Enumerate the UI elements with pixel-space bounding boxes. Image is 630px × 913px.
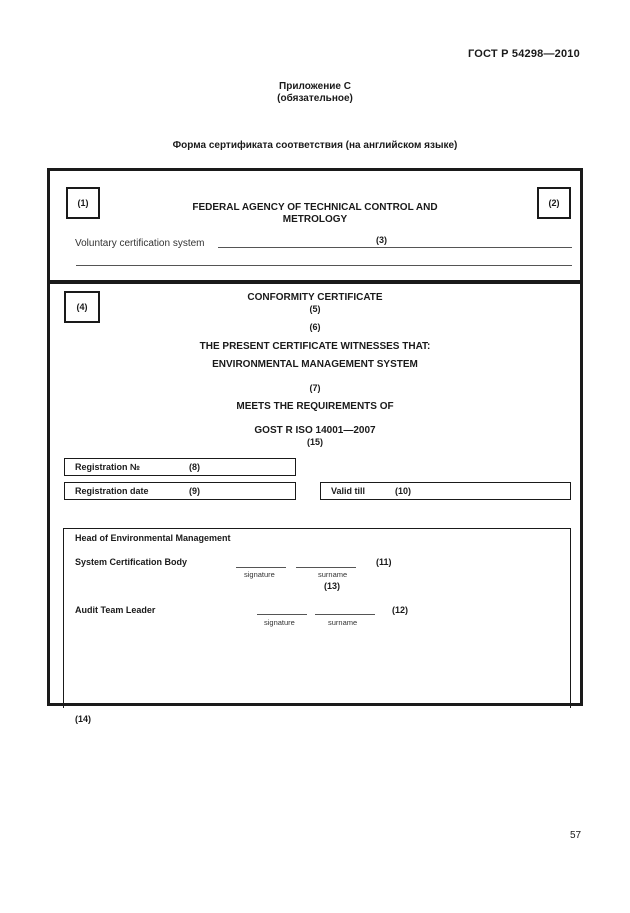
agency-name-line1: FEDERAL AGENCY OF TECHNICAL CONTROL AND — [192, 202, 438, 213]
standard-designation: ГОСТ Р 54298—2010 — [468, 48, 580, 60]
marker-8: (8) — [189, 462, 200, 472]
emblem-box-1 — [66, 187, 100, 219]
registration-date-field — [64, 482, 296, 500]
surname-line-2 — [315, 614, 375, 615]
marker-2: (2) — [548, 198, 560, 208]
agency-name-line2: METROLOGY — [282, 214, 348, 225]
certificate-title: CONFORMITY CERTIFICATE — [247, 292, 383, 303]
marker-3: (3) — [376, 235, 387, 245]
surname-caption-1: surname — [318, 570, 348, 579]
signature-line-1 — [236, 567, 286, 568]
marker-9: (9) — [189, 486, 200, 496]
marker-10: (10) — [395, 486, 412, 496]
signature-caption-1: signature — [244, 570, 275, 579]
marker-13: (13) — [324, 581, 341, 591]
registration-number-field — [64, 458, 296, 476]
voluntary-system-label: Voluntary certification system — [75, 238, 205, 249]
signatures-box — [63, 528, 571, 708]
meets-requirements: MEETS THE REQUIREMENTS OF — [236, 401, 394, 412]
marker-12: (12) — [392, 605, 409, 615]
emblem-box-2 — [537, 187, 571, 219]
registration-number-label: Registration № — [75, 462, 141, 472]
signature-line-2 — [257, 614, 307, 615]
signature-caption-2: signature — [264, 618, 295, 627]
witnesses-statement: THE PRESENT CERTIFICATE WITNESSES THAT: — [199, 341, 431, 352]
voluntary-system-line — [218, 247, 572, 248]
head-label: Head of Environmental Management — [75, 533, 231, 543]
marker-11: (11) — [376, 557, 392, 567]
appendix-subtitle: (обязательное) — [277, 93, 353, 104]
marker-1: (1) — [77, 198, 89, 208]
registration-date-label: Registration date — [75, 486, 149, 496]
marker-5: (5) — [309, 304, 321, 314]
management-system: ENVIRONMENTAL MANAGEMENT SYSTEM — [212, 359, 418, 370]
valid-till-field — [320, 482, 571, 500]
marker-6: (6) — [309, 322, 321, 332]
standard-reference: GOST R ISO 14001—2007 — [254, 425, 376, 436]
valid-till-label: Valid till — [331, 486, 366, 496]
audit-leader-label: Audit Team Leader — [75, 605, 156, 615]
form-title: Форма сертификата соответствия (на английском языке) — [172, 140, 458, 151]
marker-7: (7) — [309, 383, 321, 393]
page-number: 57 — [570, 830, 582, 841]
surname-caption-2: surname — [328, 618, 358, 627]
appendix-title: Приложение С — [279, 81, 351, 92]
marker-4: (4) — [76, 302, 88, 312]
voluntary-system-line-2 — [76, 265, 572, 266]
certification-body-label: System Certification Body — [75, 557, 188, 567]
marker-14: (14) — [75, 714, 92, 724]
frame-divider — [47, 280, 583, 284]
marker-15: (15) — [306, 437, 323, 447]
surname-line-1 — [296, 567, 356, 568]
